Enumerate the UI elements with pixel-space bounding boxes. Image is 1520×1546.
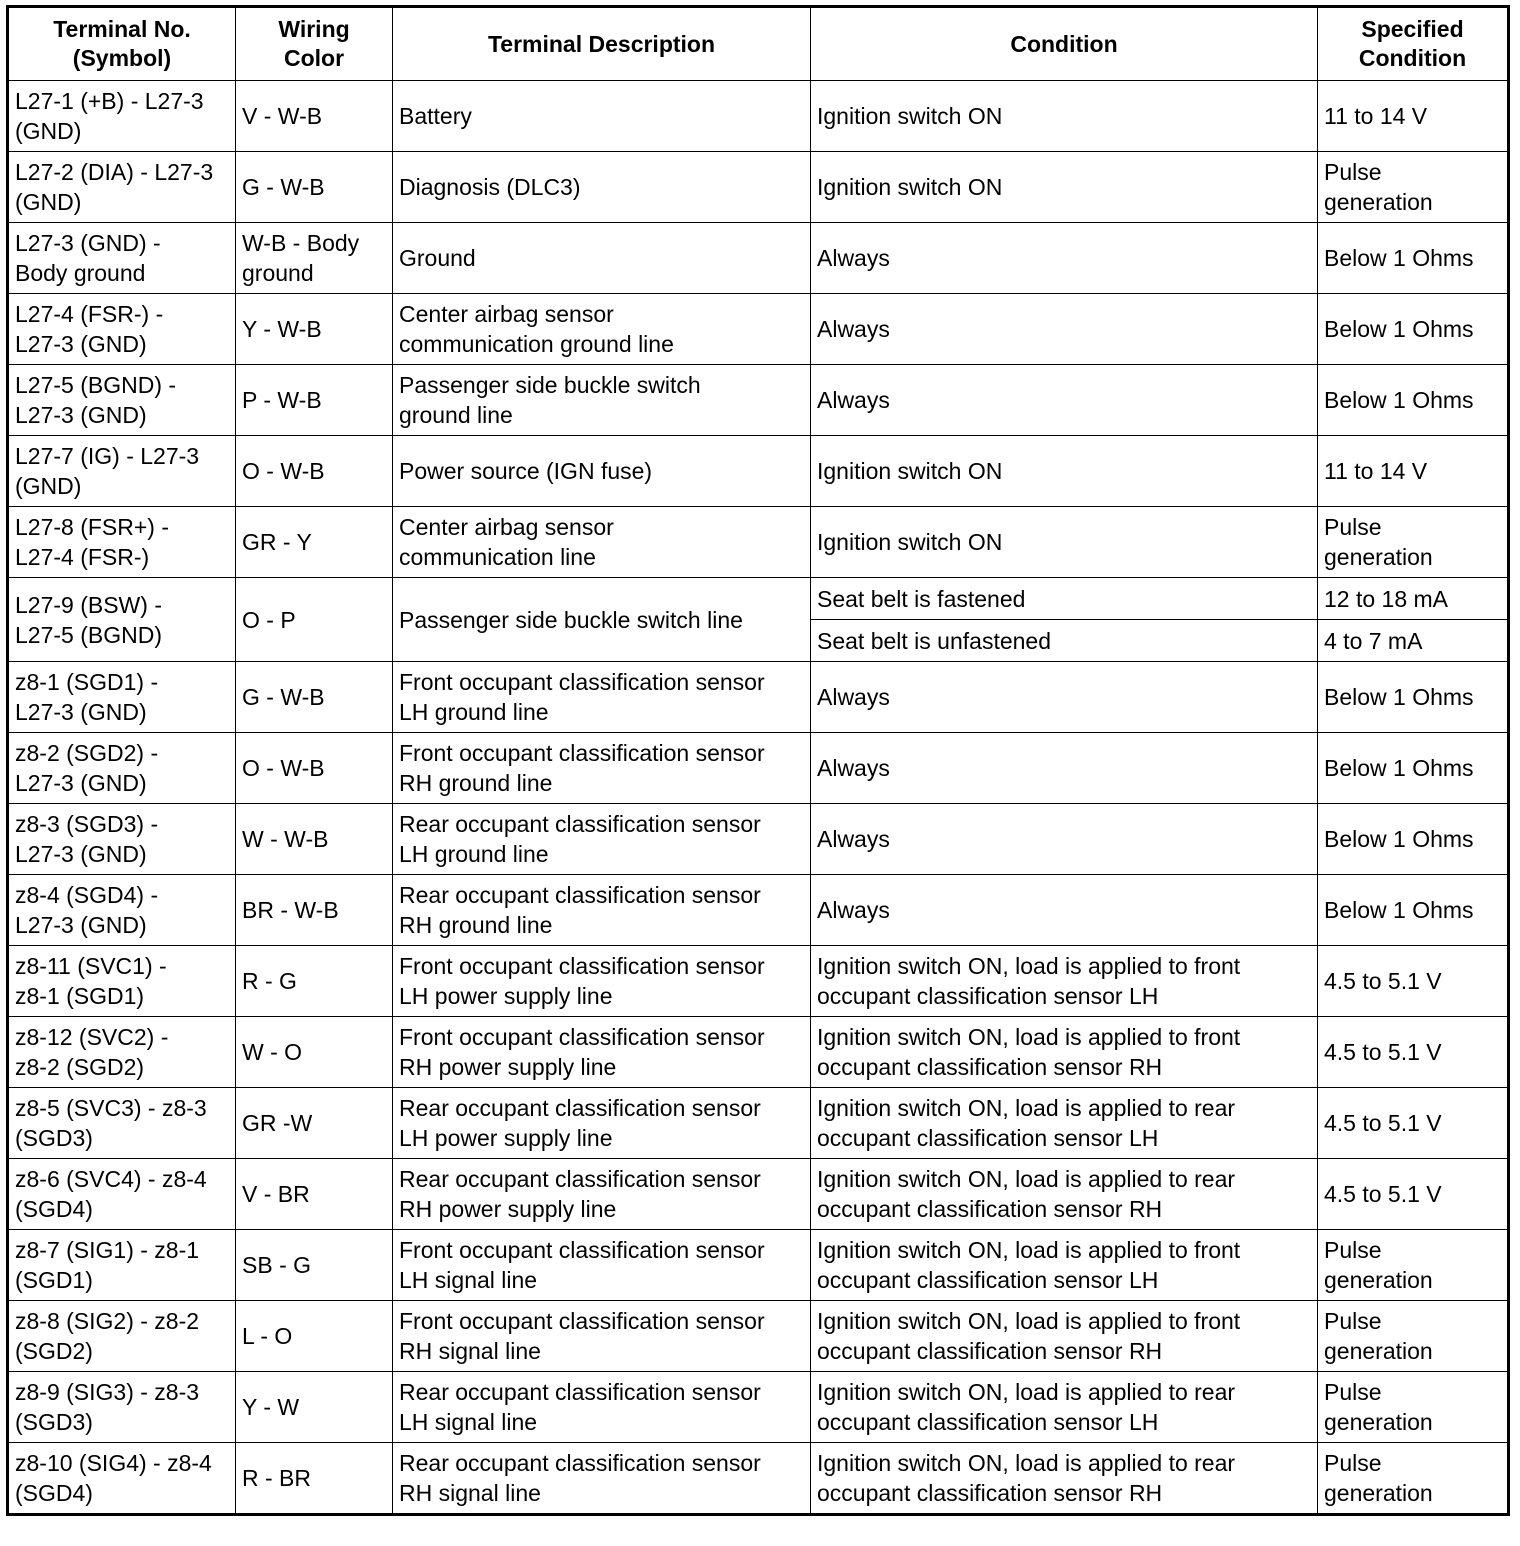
wiring-color-cell: W - W-B: [236, 804, 393, 875]
table-row: [8, 1159, 1509, 1230]
description-cell: Rear occupant classification sensor LH power supply line: [393, 1088, 811, 1159]
header-wiring-color: Wiring Color: [236, 7, 393, 81]
specified-condition-cell: 4 to 7 mA: [1318, 620, 1509, 662]
condition-cell: Ignition switch ON: [811, 81, 1318, 152]
condition-cell: Ignition switch ON, load is applied to front occupant classification sensor LH: [811, 1230, 1318, 1301]
description-cell: Front occupant classification sensor RH ground line: [393, 733, 811, 804]
description-cell: Rear occupant classification sensor LH ground line: [393, 804, 811, 875]
terminal-cell: z8-9 (SIG3) - z8-3 (SGD3): [8, 1372, 236, 1443]
wiring-color-cell: O - P: [236, 578, 393, 662]
condition-cell: Always: [811, 223, 1318, 294]
specified-condition-cell: Pulse generation: [1318, 507, 1509, 578]
header-terminal-no: Terminal No. (Symbol): [8, 7, 236, 81]
specified-condition-cell: 11 to 14 V: [1318, 436, 1509, 507]
table-body: [8, 81, 1509, 1515]
wiring-color-cell: V - W-B: [236, 81, 393, 152]
condition-cell: Ignition switch ON, load is applied to rear occupant classification sensor LH: [811, 1088, 1318, 1159]
specified-condition-cell: Pulse generation: [1318, 1372, 1509, 1443]
terminal-cell: z8-12 (SVC2) - z8-2 (SGD2): [8, 1017, 236, 1088]
table-row: [8, 1372, 1509, 1443]
wiring-color-cell: BR - W-B: [236, 875, 393, 946]
terminal-cell: L27-8 (FSR+) - L27-4 (FSR-): [8, 507, 236, 578]
description-cell: Battery: [393, 81, 811, 152]
table-row: [8, 578, 1509, 620]
description-cell: Passenger side buckle switch ground line: [393, 365, 811, 436]
description-cell: Front occupant classification sensor RH power supply line: [393, 1017, 811, 1088]
specified-condition-cell: 4.5 to 5.1 V: [1318, 946, 1509, 1017]
terminal-cell: z8-10 (SIG4) - z8-4 (SGD4): [8, 1443, 236, 1515]
specified-condition-cell: 4.5 to 5.1 V: [1318, 1088, 1509, 1159]
specified-condition-cell: Below 1 Ohms: [1318, 875, 1509, 946]
table-row: [8, 223, 1509, 294]
condition-cell: Always: [811, 875, 1318, 946]
terminal-cell: z8-1 (SGD1) - L27-3 (GND): [8, 662, 236, 733]
wiring-color-cell: P - W-B: [236, 365, 393, 436]
table-row: [8, 1443, 1509, 1515]
specified-condition-cell: Pulse generation: [1318, 1230, 1509, 1301]
terminal-cell: z8-7 (SIG1) - z8-1 (SGD1): [8, 1230, 236, 1301]
condition-cell: Seat belt is fastened: [811, 578, 1318, 620]
description-cell: Rear occupant classification sensor RH signal line: [393, 1443, 811, 1515]
wiring-color-cell: L - O: [236, 1301, 393, 1372]
condition-cell: Ignition switch ON, load is applied to front occupant classification sensor RH: [811, 1301, 1318, 1372]
specified-condition-cell: 11 to 14 V: [1318, 81, 1509, 152]
description-cell: Center airbag sensor communication line: [393, 507, 811, 578]
wiring-color-cell: R - BR: [236, 1443, 393, 1515]
table-row: [8, 81, 1509, 152]
terminal-cell: L27-1 (+B) - L27-3 (GND): [8, 81, 236, 152]
description-cell: Ground: [393, 223, 811, 294]
specified-condition-cell: Below 1 Ohms: [1318, 804, 1509, 875]
condition-cell: Always: [811, 733, 1318, 804]
specified-condition-cell: Below 1 Ohms: [1318, 733, 1509, 804]
wiring-color-cell: Y - W-B: [236, 294, 393, 365]
terminal-cell: z8-6 (SVC4) - z8-4 (SGD4): [8, 1159, 236, 1230]
terminal-cell: z8-5 (SVC3) - z8-3 (SGD3): [8, 1088, 236, 1159]
description-cell: Front occupant classification sensor LH ground line: [393, 662, 811, 733]
table-row: [8, 436, 1509, 507]
wiring-color-cell: O - W-B: [236, 733, 393, 804]
table-row: [8, 294, 1509, 365]
table-row: [8, 804, 1509, 875]
specified-condition-cell: Below 1 Ohms: [1318, 294, 1509, 365]
wiring-color-cell: V - BR: [236, 1159, 393, 1230]
description-cell: Rear occupant classification sensor RH ground line: [393, 875, 811, 946]
table-header-row: [8, 7, 1509, 81]
condition-cell: Ignition switch ON, load is applied to rear occupant classification sensor RH: [811, 1159, 1318, 1230]
condition-cell: Seat belt is unfastened: [811, 620, 1318, 662]
specified-condition-cell: Pulse generation: [1318, 1443, 1509, 1515]
wiring-color-cell: GR -W: [236, 1088, 393, 1159]
table-row: [8, 1301, 1509, 1372]
description-cell: Diagnosis (DLC3): [393, 152, 811, 223]
wiring-color-cell: W - O: [236, 1017, 393, 1088]
condition-cell: Ignition switch ON, load is applied to rear occupant classification sensor LH: [811, 1372, 1318, 1443]
terminal-cell: L27-5 (BGND) - L27-3 (GND): [8, 365, 236, 436]
table-row: [8, 875, 1509, 946]
table-row: [8, 365, 1509, 436]
terminal-cell: z8-2 (SGD2) - L27-3 (GND): [8, 733, 236, 804]
terminal-spec-table: [6, 5, 1510, 1516]
table-row: [8, 152, 1509, 223]
condition-cell: Ignition switch ON: [811, 507, 1318, 578]
description-cell: Front occupant classification sensor LH power supply line: [393, 946, 811, 1017]
wiring-color-cell: SB - G: [236, 1230, 393, 1301]
description-cell: Center airbag sensor communication ground line: [393, 294, 811, 365]
table-row: [8, 946, 1509, 1017]
condition-cell: Ignition switch ON: [811, 152, 1318, 223]
terminal-cell: z8-4 (SGD4) - L27-3 (GND): [8, 875, 236, 946]
condition-cell: Always: [811, 804, 1318, 875]
description-cell: Rear occupant classification sensor RH power supply line: [393, 1159, 811, 1230]
header-condition: Condition: [811, 7, 1318, 81]
table-row: [8, 1017, 1509, 1088]
table-row: [8, 1088, 1509, 1159]
terminal-cell: z8-3 (SGD3) - L27-3 (GND): [8, 804, 236, 875]
terminal-cell: L27-7 (IG) - L27-3 (GND): [8, 436, 236, 507]
specified-condition-cell: Pulse generation: [1318, 1301, 1509, 1372]
condition-cell: Always: [811, 365, 1318, 436]
wiring-color-cell: Y - W: [236, 1372, 393, 1443]
wiring-color-cell: W-B - Body ground: [236, 223, 393, 294]
condition-cell: Ignition switch ON, load is applied to rear occupant classification sensor RH: [811, 1443, 1318, 1515]
description-cell: Power source (IGN fuse): [393, 436, 811, 507]
specified-condition-cell: Pulse generation: [1318, 152, 1509, 223]
description-cell: Front occupant classification sensor LH signal line: [393, 1230, 811, 1301]
terminal-cell: L27-2 (DIA) - L27-3 (GND): [8, 152, 236, 223]
table-row: [8, 507, 1509, 578]
condition-cell: Always: [811, 294, 1318, 365]
condition-cell: Always: [811, 662, 1318, 733]
wiring-color-cell: G - W-B: [236, 152, 393, 223]
terminal-cell: z8-8 (SIG2) - z8-2 (SGD2): [8, 1301, 236, 1372]
terminal-cell: L27-3 (GND) - Body ground: [8, 223, 236, 294]
header-terminal-description: Terminal Description: [393, 7, 811, 81]
condition-cell: Ignition switch ON, load is applied to front occupant classification sensor LH: [811, 946, 1318, 1017]
table-row: [8, 733, 1509, 804]
terminal-cell: L27-9 (BSW) - L27-5 (BGND): [8, 578, 236, 662]
condition-cell: Ignition switch ON, load is applied to front occupant classification sensor RH: [811, 1017, 1318, 1088]
description-cell: Rear occupant classification sensor LH signal line: [393, 1372, 811, 1443]
terminal-cell: z8-11 (SVC1) - z8-1 (SGD1): [8, 946, 236, 1017]
specified-condition-cell: 12 to 18 mA: [1318, 578, 1509, 620]
condition-cell: Ignition switch ON: [811, 436, 1318, 507]
description-cell: Passenger side buckle switch line: [393, 578, 811, 662]
specified-condition-cell: Below 1 Ohms: [1318, 365, 1509, 436]
wiring-color-cell: GR - Y: [236, 507, 393, 578]
wiring-color-cell: G - W-B: [236, 662, 393, 733]
specified-condition-cell: 4.5 to 5.1 V: [1318, 1017, 1509, 1088]
description-cell: Front occupant classification sensor RH signal line: [393, 1301, 811, 1372]
wiring-color-cell: R - G: [236, 946, 393, 1017]
header-specified-condition: Specified Condition: [1318, 7, 1509, 81]
wiring-color-cell: O - W-B: [236, 436, 393, 507]
terminal-cell: L27-4 (FSR-) - L27-3 (GND): [8, 294, 236, 365]
specified-condition-cell: 4.5 to 5.1 V: [1318, 1159, 1509, 1230]
table-row: [8, 1230, 1509, 1301]
specified-condition-cell: Below 1 Ohms: [1318, 223, 1509, 294]
table-row: [8, 662, 1509, 733]
specified-condition-cell: Below 1 Ohms: [1318, 662, 1509, 733]
